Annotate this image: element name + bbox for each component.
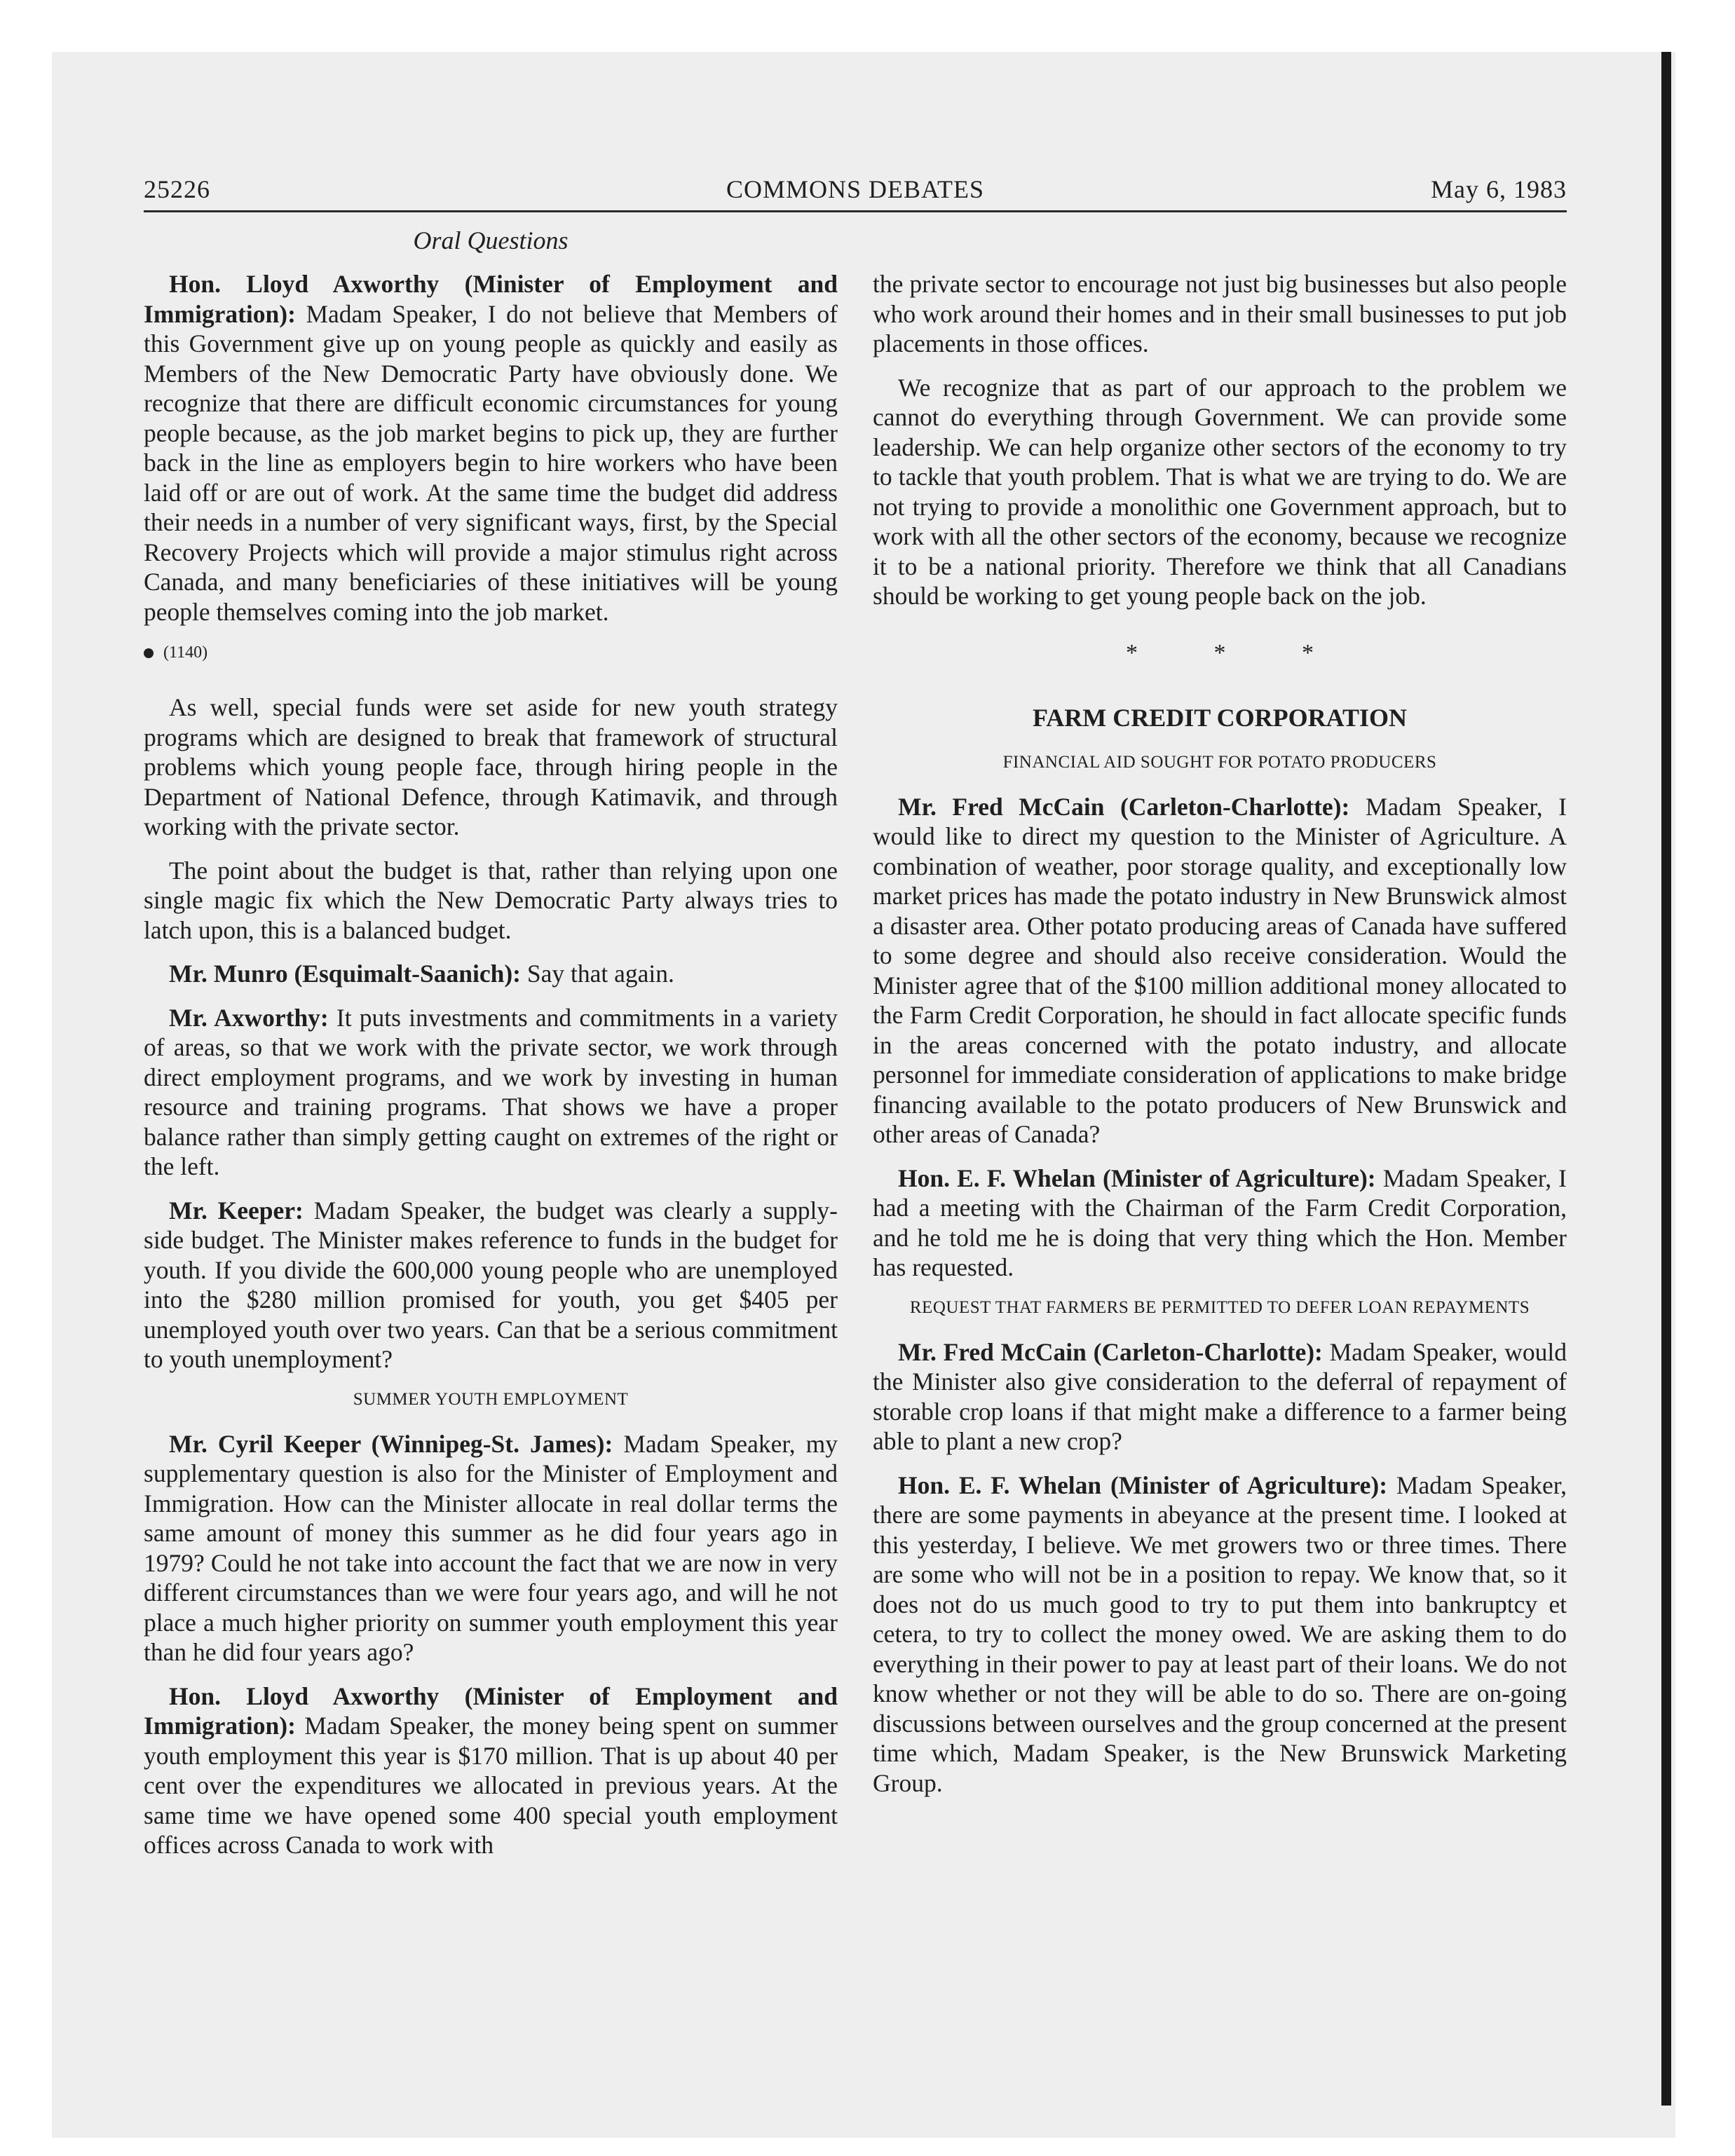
speech-text: Madam Speaker, the money being spent on summer youth employment this year is $170 million. That is up about 40 per cent over the expenditures we allocated in previous years. At the same time we have opened some 400 special youth employment offices across Canada to work with <box>144 1712 838 1859</box>
publication-date: May 6, 1983 <box>1431 175 1567 203</box>
page-edge-shadow <box>1661 52 1671 2106</box>
subheading: SUMMER YOUTH EMPLOYMENT <box>353 1389 629 1409</box>
paragraph: We recognize that as part of our approach to the problem we cannot do everything through Government. We can provide some leadership. We can help organize other sectors of the economy to try to tackle that youth problem. That is what we are trying to do. We are not trying to provide a monolithic one Government approach, but to work with all the other sectors of the economy, because we recognize it to be a national priority. Therefore we think that all Canadians should be working to get young people back on the job. <box>873 373 1567 610</box>
speech-text: Madam Speaker, my supplementary question is also for the Minister of Employment and Immigration. How can the Minister allocate in real dollar terms the same amount of money this summer as he did four years ago in 1979? Could he not take into account the fact that we are now in very different circumstances than we were four years ago, and will he not place a much higher priority on summer youth employment this year than he did four years ago? <box>144 1429 838 1666</box>
speaker-name: Hon. Lloyd Axworthy (Minister of Employment and Immigration): <box>144 270 838 328</box>
speech-text: Madam Speaker, would the Minister also give consideration to the deferral of repayment of storable crop loans if that might make a difference to a farmer being able to plant a new crop? <box>873 1337 1567 1455</box>
speech-text: Madam Speaker, I would like to direct my question to the Minister of Agriculture. A combination of weather, poor storage quality, and exceptionally low market prices has made the potato industry in New Brunswick almost a disaster area. Other potato producing areas of Canada have suffered to some degree and should also receive consideration. Would the Minister agree that of the $100 million additional money allocated to the Farm Credit Corporation, he should in fact allocate specific funds in the areas concerned with the potato industry, and allocate personnel for immediate consideration of applications to make bridge financing available to the potato producers of New Brunswick and other areas of Canada? <box>873 792 1567 1148</box>
paragraph <box>873 1471 1567 1799</box>
speaker-name: Hon. E. F. Whelan (Minister of Agriculture): <box>898 1164 1376 1192</box>
speaker-name: Hon. Lloyd Axworthy (Minister of Employment and Immigration): <box>144 1681 838 1740</box>
paragraph <box>144 1681 838 1860</box>
time-marker <box>144 641 838 664</box>
speech-text: It puts investments and commitments in a variety of areas, so that we work with the private sector, we work through direct employment programs, and we work by investing in human resource and training programs. That shows we have a proper balance rather than simply getting caught on extremes of the right or the left. <box>144 1003 838 1180</box>
page-header <box>144 174 1567 210</box>
paragraph <box>873 792 1567 1149</box>
right-column <box>873 269 1567 1812</box>
paragraph: the private sector to encourage not just big businesses but also people who work around their homes and in their small businesses to put job placements in those offices. <box>873 270 1567 357</box>
paragraph <box>144 1196 838 1374</box>
speaker-name: Mr. Fred McCain (Carleton-Charlotte): <box>898 1337 1323 1366</box>
bullet-icon <box>144 648 154 658</box>
page-number: 25226 <box>144 175 210 203</box>
section-separator: * * * <box>1126 639 1349 666</box>
paragraph <box>144 1003 838 1182</box>
speaker-name: Mr. Munro (Esquimalt-Saanich): <box>169 960 521 988</box>
speech-text: Madam Speaker, I had a meeting with the Chairman of the Farm Credit Corporation, and he told me he is doing that very thing which the Hon. Member has requested. <box>873 1164 1567 1281</box>
speaker-name: Mr. Axworthy: <box>169 1003 329 1032</box>
speaker-name: Mr. Fred McCain (Carleton-Charlotte): <box>898 792 1350 821</box>
time-marker-label: (1140) <box>163 643 208 662</box>
section-heading: FARM CREDIT CORPORATION <box>1032 703 1407 732</box>
speech-text: Madam Speaker, there are some payments in abeyance at the present time. I looked at this yesterday, I believe. We met growers two or three times. There are some who will not be in a position to repay. We know that, so it does not do us much good to try to put them into bankruptcy et cetera, to try to collect the money owed. We are asking them to do everything in their power to pay at least part of their loans. We do not know whether or not they will be able to do so. There are on-going discussions between ourselves and the group concerned at the present time which, Madam Speaker, is the New Brunswick Marketing Group. <box>873 1471 1567 1797</box>
speech-text: Madam Speaker, the budget was clearly a supply-side budget. The Minister makes reference to funds in the budget for youth. If you divide the 600,000 young people who are unemployed into the $280 million promised for youth, you get $405 per unemployed youth over two years. Can that be a serious commitment to youth unemployment? <box>144 1196 838 1373</box>
paragraph: As well, special funds were set aside for new youth strategy programs which are designed to break that framework of structural problems which young people face, through hiring people in the Department of National Defence, through Katimavik, and through working with the private sector. <box>144 693 838 840</box>
speaker-name: Hon. E. F. Whelan (Minister of Agriculture): <box>898 1471 1388 1499</box>
speaker-name: Mr. Keeper: <box>169 1196 304 1224</box>
paragraph <box>873 1337 1567 1456</box>
paragraph: The point about the budget is that, rather than relying upon one single magic fix which the New Democratic Party always tries to latch upon, this is a balanced budget. <box>144 856 838 944</box>
paragraph <box>144 959 838 989</box>
publication-title: COMMONS DEBATES <box>726 175 985 203</box>
paragraph <box>144 269 838 627</box>
subheading: FINANCIAL AID SOUGHT FOR POTATO PRODUCERS <box>1002 752 1437 772</box>
paragraph <box>873 1164 1567 1283</box>
speech-text: Madam Speaker, I do not believe that Members of this Government give up on young people as quickly and easily as Members of the New Democratic Party have obviously done. We recognize that there are difficult economic circumstances for young people because, as the job market begins to pick up, they are further back in the line as employers begin to hire workers who have been laid off or are out of work. At the same time the budget did address their needs in a number of very significant ways, first, by the Special Recovery Projects which will provide a major stimulus right across Canada, and many beneficiaries of these initiatives will be young people themselves coming into the job market. <box>144 299 838 626</box>
section-title: Oral Questions <box>413 226 569 254</box>
speech-text: Say that again. <box>520 960 674 988</box>
subheading: REQUEST THAT FARMERS BE PERMITTED TO DEFER LOAN REPAYMENTS <box>909 1297 1530 1317</box>
paragraph <box>144 1429 838 1667</box>
speaker-name: Mr. Cyril Keeper (Winnipeg-St. James): <box>169 1429 613 1458</box>
header-rule <box>144 210 1567 212</box>
left-column <box>144 269 838 1874</box>
